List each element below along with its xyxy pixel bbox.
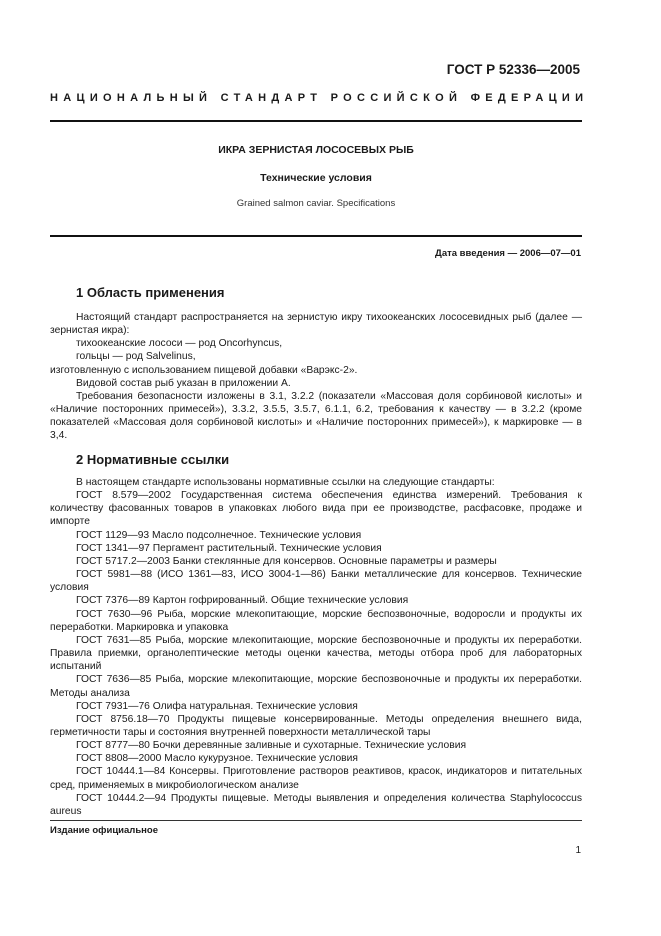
introduction-date: Дата введения — 2006—07—01 (435, 248, 581, 259)
page-number: 1 (575, 845, 581, 856)
footer-divider (50, 820, 582, 821)
reference-item: ГОСТ 8.579—2002 Государственная система обеспечения единства измерений. Требования к количеству фасованных товаров в упаковках любого вида при ее производстве, расфасовке, продаже и импорте (50, 490, 582, 528)
paragraph: тихоокеанские лососи — род Oncorhyncus, (76, 338, 283, 350)
edition-label: Издание официальное (50, 825, 158, 836)
paragraph: Настоящий стандарт распространяется на зернистую икру тихоокеанских лососевидных рыб (далее — зернистая икра): (50, 312, 582, 337)
document-subtitle: Технические условия (260, 172, 372, 184)
title-divider (50, 235, 582, 237)
english-title: Grained salmon caviar. Specifications (236, 198, 396, 209)
reference-item: ГОСТ 7636—85 Рыба, морские млекопитающие, морские беспозвоночные и продукты их переработки. Методы анализа (50, 674, 582, 699)
reference-item: ГОСТ 5981—88 (ИСО 1361—83, ИСО 3004-1—86) Банки металлические для консервов. Технические условия (50, 569, 582, 594)
section-heading-references: 2 Нормативные ссылки (76, 452, 230, 467)
reference-item: ГОСТ 7631—85 Рыба, морские млекопитающие, морские беспозвоночные и продукты их переработки. Правила приемки, органолептические методы оценки качества, методы отбора проб для лабораторных испытаний (50, 634, 582, 673)
reference-item: ГОСТ 8756.18—70 Продукты пищевые консервированные. Методы определения внешнего вида, герметичности тары и состояния внутренней поверхности металлической тары (50, 713, 582, 738)
section-references-body (50, 476, 582, 818)
reference-item: ГОСТ 7630—96 Рыба, морские млекопитающие, морские беспозвоночные, водоросли и продукты их переработки. Маркировка и упаковка (50, 608, 582, 633)
reference-item: ГОСТ 10444.1—84 Консервы. Приготовление растворов реактивов, красок, индикаторов и питательных сред, применяемых в микробиологическом анализе (50, 766, 582, 791)
reference-item: ГОСТ 7931—76 Олифа натуральная. Технические условия (76, 700, 358, 712)
document-title: ИКРА ЗЕРНИСТАЯ ЛОСОСЕВЫХ РЫБ (218, 144, 414, 156)
reference-item: ГОСТ 5717.2—2003 Банки стеклянные для консервов. Основные параметры и размеры (76, 555, 497, 567)
reference-item: ГОСТ 10444.2—94 Продукты пищевые. Методы выявления и определения количества Staphylococcus aureus (50, 792, 582, 817)
standard-code: ГОСТ Р 52336—2005 (446, 62, 580, 77)
paragraph: изготовленную с использованием пищевой добавки «Варэкс-2». (50, 364, 358, 376)
national-standard-banner: НАЦИОНАЛЬНЫЙ СТАНДАРТ РОССИЙСКОЙ ФЕДЕРАЦИИ (50, 92, 589, 104)
reference-item: ГОСТ 7376—89 Картон гофрированный. Общие технические условия (76, 595, 409, 607)
reference-item: ГОСТ 8777—80 Бочки деревянные заливные и сухотарные. Технические условия (76, 740, 467, 752)
paragraph: Видовой состав рыб указан в приложении А. (76, 377, 291, 389)
reference-item: ГОСТ 1129—93 Масло подсолнечное. Технические условия (76, 529, 362, 541)
paragraph: В настоящем стандарте использованы нормативные ссылки на следующие стандарты: (76, 477, 495, 488)
section-scope-body (50, 311, 582, 443)
paragraph: Требования безопасности изложены в 3.1, 3.2.2 (показатели «Массовая доля сорбиновой кислоты» и «Наличие посторонних примесей»), 3.3.2, 3.5.5, 3.5.7, 6.1.1, 6.2, требования к качеству — в 3.2.2 (кроме показателей «Массовая доля сорбиновой кислоты» и «Наличие посторонних примесей»), к маркировке — в 3,4. (50, 390, 582, 442)
reference-item: ГОСТ 1341—97 Пергамент растительный. Технические условия (76, 542, 382, 554)
top-divider (50, 120, 582, 122)
reference-item: ГОСТ 8808—2000 Масло кукурузное. Технические условия (76, 753, 358, 765)
section-heading-scope: 1 Область применения (76, 285, 225, 300)
paragraph: гольцы — род Salvelinus, (76, 351, 196, 363)
